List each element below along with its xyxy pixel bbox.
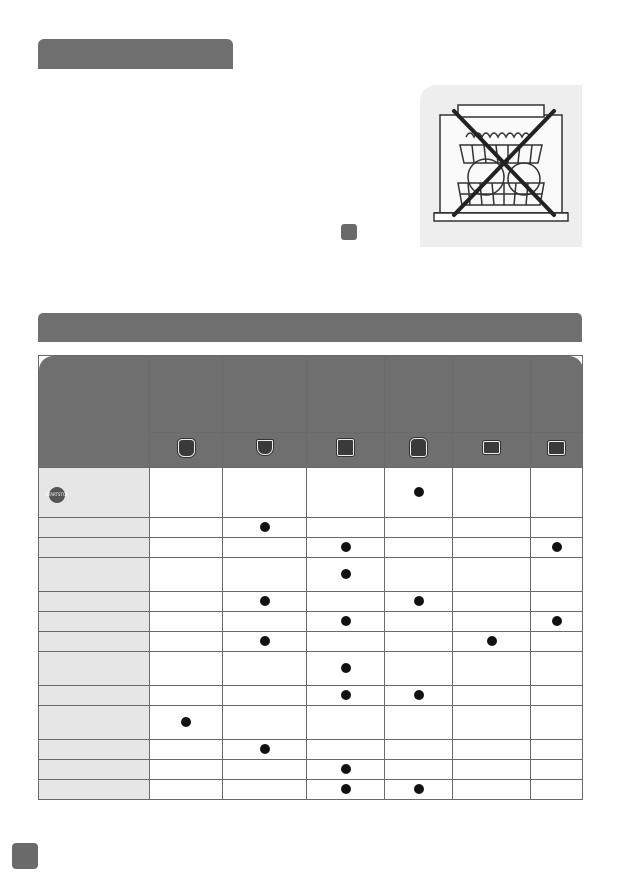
row-label-cell <box>39 652 150 686</box>
table-cell <box>223 652 307 686</box>
table-cell <box>531 652 583 686</box>
table-cell <box>453 686 531 706</box>
table-cell <box>150 592 223 612</box>
row-label-cell <box>39 780 150 800</box>
column-header <box>150 356 223 433</box>
table-cell <box>385 760 453 780</box>
table-cell <box>453 518 531 538</box>
table-row <box>39 632 583 652</box>
column-header <box>531 356 583 433</box>
table-cell <box>307 686 385 706</box>
table-cell <box>150 652 223 686</box>
table-cell <box>150 468 223 518</box>
table-cell <box>307 706 385 740</box>
table-cell <box>223 538 307 558</box>
row-label-cell <box>39 558 150 592</box>
table-cell <box>453 468 531 518</box>
start-stop-text: START <box>45 491 58 497</box>
table-cell <box>307 538 385 558</box>
table-row <box>39 706 583 740</box>
table-cell <box>385 632 453 652</box>
table-cell <box>150 780 223 800</box>
table-cell <box>531 558 583 592</box>
table-cell <box>385 612 453 632</box>
table-cell <box>150 538 223 558</box>
row-label-cell <box>39 686 150 706</box>
table-cell <box>531 592 583 612</box>
filled-dot-icon <box>414 487 424 497</box>
table-cell <box>453 592 531 612</box>
filled-dot-icon <box>260 522 270 532</box>
table-row <box>39 612 583 632</box>
table-row <box>39 558 583 592</box>
table-cell <box>453 558 531 592</box>
column-icon-cell <box>385 433 453 468</box>
table-cell <box>223 518 307 538</box>
table-cell <box>385 592 453 612</box>
filled-dot-icon <box>414 690 424 700</box>
table-cell <box>385 686 453 706</box>
table-cell <box>223 612 307 632</box>
table-cell <box>307 612 385 632</box>
table-row <box>39 686 583 706</box>
table-cell <box>150 760 223 780</box>
column-header <box>385 356 453 433</box>
table-cell <box>150 558 223 592</box>
table-cell <box>307 518 385 538</box>
start-stop-text: STOP <box>57 491 69 497</box>
table-cell <box>531 468 583 518</box>
table-cell <box>453 780 531 800</box>
table-cell <box>385 652 453 686</box>
table-cell <box>307 632 385 652</box>
table-header-row <box>39 356 583 433</box>
column-icon-cell <box>453 433 531 468</box>
table-row <box>39 592 583 612</box>
filled-dot-icon <box>552 542 562 552</box>
table-row <box>39 468 583 518</box>
table-cell <box>453 652 531 686</box>
program-options-table <box>38 355 583 800</box>
filled-dot-icon <box>181 717 191 727</box>
table-cell <box>223 632 307 652</box>
filled-dot-icon <box>341 764 351 774</box>
page-number-badge <box>12 843 38 869</box>
table-cell <box>531 760 583 780</box>
table-cell <box>453 760 531 780</box>
program-5-icon <box>483 441 500 454</box>
program-2-icon <box>257 440 273 455</box>
column-header <box>453 356 531 433</box>
column-icon-cell <box>307 433 385 468</box>
dishwasher-illustration <box>420 85 582 247</box>
table-cell <box>531 706 583 740</box>
table-cell <box>531 538 583 558</box>
filled-dot-icon <box>552 616 562 626</box>
table-cell <box>307 760 385 780</box>
row-label-cell <box>39 760 150 780</box>
table-cell <box>385 538 453 558</box>
row-label-cell <box>39 592 150 612</box>
filled-dot-icon <box>260 596 270 606</box>
filled-dot-icon <box>260 744 270 754</box>
column-icon-cell <box>150 433 223 468</box>
table-cell <box>385 558 453 592</box>
program-6-icon <box>548 441 565 455</box>
table-row <box>39 760 583 780</box>
table-cell <box>307 740 385 760</box>
table-cell <box>150 632 223 652</box>
table-body <box>39 468 583 800</box>
start-stop-icon <box>45 487 69 503</box>
row-label-cell <box>39 706 150 740</box>
table-cell <box>223 592 307 612</box>
table-cell <box>307 558 385 592</box>
overloaded-dishwasher-icon <box>420 85 582 247</box>
table-cell <box>531 686 583 706</box>
table-cell <box>531 612 583 632</box>
table-cell <box>531 632 583 652</box>
table-cell <box>150 740 223 760</box>
table-cell <box>223 468 307 518</box>
filled-dot-icon <box>341 542 351 552</box>
table-cell <box>385 780 453 800</box>
program-4-icon <box>410 438 427 457</box>
table-cell <box>531 740 583 760</box>
table-cell <box>453 740 531 760</box>
section-header-bar <box>38 313 582 342</box>
program-1-icon <box>178 439 195 457</box>
table-cell <box>531 518 583 538</box>
table-row <box>39 652 583 686</box>
table-cell <box>223 760 307 780</box>
table-cell <box>223 558 307 592</box>
table-cell <box>150 612 223 632</box>
table-cell <box>307 592 385 612</box>
row-label-cell <box>39 740 150 760</box>
column-header <box>223 356 307 433</box>
filled-dot-icon <box>414 596 424 606</box>
table-cell <box>385 518 453 538</box>
filled-dot-icon <box>487 636 497 646</box>
table-cell <box>385 706 453 740</box>
table-cell <box>453 538 531 558</box>
row-label-cell <box>39 518 150 538</box>
table-corner-cell <box>39 356 150 468</box>
note-badge <box>341 224 357 240</box>
program-3-icon <box>337 439 354 456</box>
filled-dot-icon <box>341 690 351 700</box>
table-cell <box>453 612 531 632</box>
table-cell <box>223 780 307 800</box>
table-cell <box>150 686 223 706</box>
filled-dot-icon <box>341 663 351 673</box>
column-header <box>307 356 385 433</box>
table-row <box>39 740 583 760</box>
column-icon-cell <box>531 433 583 468</box>
table-cell <box>453 632 531 652</box>
table-cell <box>307 780 385 800</box>
filled-dot-icon <box>260 636 270 646</box>
table-cell <box>453 706 531 740</box>
filled-dot-icon <box>341 616 351 626</box>
section-header-tab <box>38 39 233 69</box>
table-cell <box>385 468 453 518</box>
table-cell <box>223 706 307 740</box>
table-cell <box>150 518 223 538</box>
table-row <box>39 538 583 558</box>
table-cell <box>150 706 223 740</box>
filled-dot-icon <box>341 784 351 794</box>
row-label-cell <box>39 468 150 518</box>
table-row <box>39 780 583 800</box>
table-cell <box>223 740 307 760</box>
table-cell <box>307 468 385 518</box>
row-label-cell <box>39 612 150 632</box>
table-cell <box>307 652 385 686</box>
table-cell <box>385 740 453 760</box>
row-label-cell <box>39 632 150 652</box>
row-label-cell <box>39 538 150 558</box>
filled-dot-icon <box>341 569 351 579</box>
table-cell <box>223 686 307 706</box>
table-cell <box>531 780 583 800</box>
filled-dot-icon <box>414 784 424 794</box>
column-icon-cell <box>223 433 307 468</box>
table-row <box>39 518 583 538</box>
